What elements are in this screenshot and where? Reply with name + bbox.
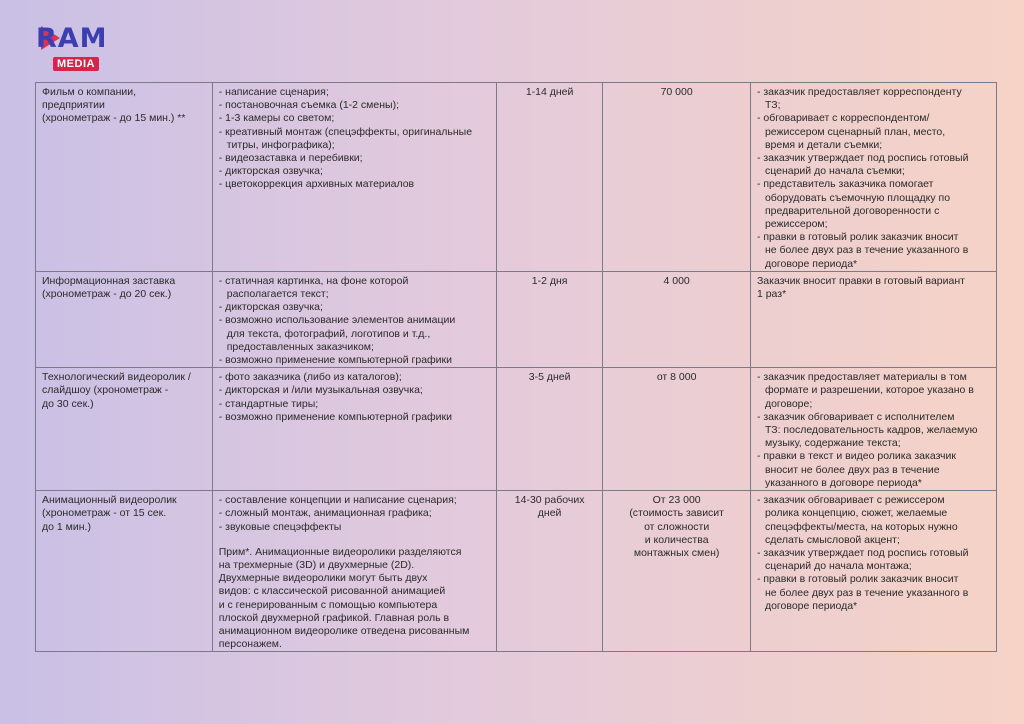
animation-footnote: Прим*. Анимационные видеоролики разделяются на трехмерные (3D) и двухмерные (2D). Двухмерные видеоролики могут быть двух видов: с классической рисованной анимацией и с генерированным с помощью компьютера плоской двухмерной графикой. Главная роль в анимационном видеоролике отведена рисованным персонажем. — [218, 545, 470, 651]
service-description-cell: - статичная картинка, на фоне которой располагается текст; - дикторская озвучка; - возможно использование элементов анимации для текста, фотографий, логотипов и т.д., предоставленных заказчиком; - возможно применение компьютерной графики — [212, 271, 496, 367]
price-cell: от 8 000 — [603, 368, 751, 491]
service-name-cell: Анимационный видеоролик (хронометраж - от 15 сек. до 1 мин.) — [36, 491, 213, 652]
conditions-cell: - заказчик предоставляет корреспонденту ТЗ; - обговаривает с корреспондентом/ режиссером сценарный план, место, время и детали съемки; - заказчик утверждает под роспись готовый сценарий до начала съемки; - представитель заказчика помогает оборудовать съемочную площадку по предварительной договоренности с режиссером; - правки в готовый ролик заказчик вносит не более двух раз в течение указанного в договоре периода* — [750, 83, 996, 272]
term-cell: 1-2 дня — [496, 271, 602, 367]
term-cell: 14-30 рабочих дней — [496, 491, 602, 652]
table-row — [36, 83, 997, 272]
conditions-cell: - заказчик обговаривает с режиссером ролика концепцию, сюжет, желаемые спецэффекты/места, на которых нужно сделать смысловой акцент; - заказчик утверждает под роспись готовый сценарий до начала монтажа; - правки в готовый ролик заказчик вносит не более двух раз в течение указанного в договоре периода* — [750, 491, 996, 652]
conditions-cell: Заказчик вносит правки в готовый вариант 1 раз* — [750, 271, 996, 367]
logo-media-badge: MEDIA — [53, 57, 99, 71]
service-name-cell: Фильм о компании, предприятии (хронометраж - до 15 мин.) ** — [36, 83, 213, 272]
conditions-cell: - заказчик предоставляет материалы в том формате и разрешении, которое указано в договоре; - заказчик обговаривает с исполнителем ТЗ: последовательность кадров, желаемую музыку, содержание текста; - правки в текст и видео ролика заказчик вносит не более двух раз в течение указанного в договоре периода* — [750, 368, 996, 491]
service-description-cell: - составление концепции и написание сценария; - сложный монтаж, анимационная графика; - звуковые спецэффекты Прим*. Анимационные видеоролики разделяются на трехмерные (3D) и двухмерные (2D). Двухмерные видеоролики могут быть двух видов: с классической рисованной анимацией и с генерированным с помощью компьютера плоской двухмерной графикой. Главная роль в анимационном видеоролике отведена рисованным персонажем. — [212, 491, 496, 652]
logo-ram-text: RAM — [36, 23, 108, 54]
service-name-cell: Технологический видеоролик / слайдшоу (хронометраж - до 30 сек.) — [36, 368, 213, 491]
table-row — [36, 271, 997, 367]
table-row — [36, 368, 997, 491]
service-name-cell: Информационная заставка (хронометраж - до 20 сек.) — [36, 271, 213, 367]
price-cell: От 23 000 (стоимость зависит от сложности и количества монтажных смен) — [603, 491, 751, 652]
table-row — [36, 491, 997, 652]
service-description-cell: - написание сценария; - постановочная съемка (1-2 смены); - 1-3 камеры со светом; - креативный монтаж (спецэффекты, оригинальные титры, инфографика); - видеозаставка и перебивки; - дикторская озвучка; - цветокоррекция архивных материалов — [212, 83, 496, 272]
services-table — [35, 82, 997, 652]
term-cell: 3-5 дней — [496, 368, 602, 491]
term-cell: 1-14 дней — [496, 83, 602, 272]
ram-media-logo — [36, 22, 116, 74]
price-cell: 4 000 — [603, 271, 751, 367]
service-description-cell: - фото заказчика (либо из каталогов); - дикторская и /или музыкальная озвучка; - стандартные тиры; - возможно применение компьютерной графики — [212, 368, 496, 491]
price-cell: 70 000 — [603, 83, 751, 272]
